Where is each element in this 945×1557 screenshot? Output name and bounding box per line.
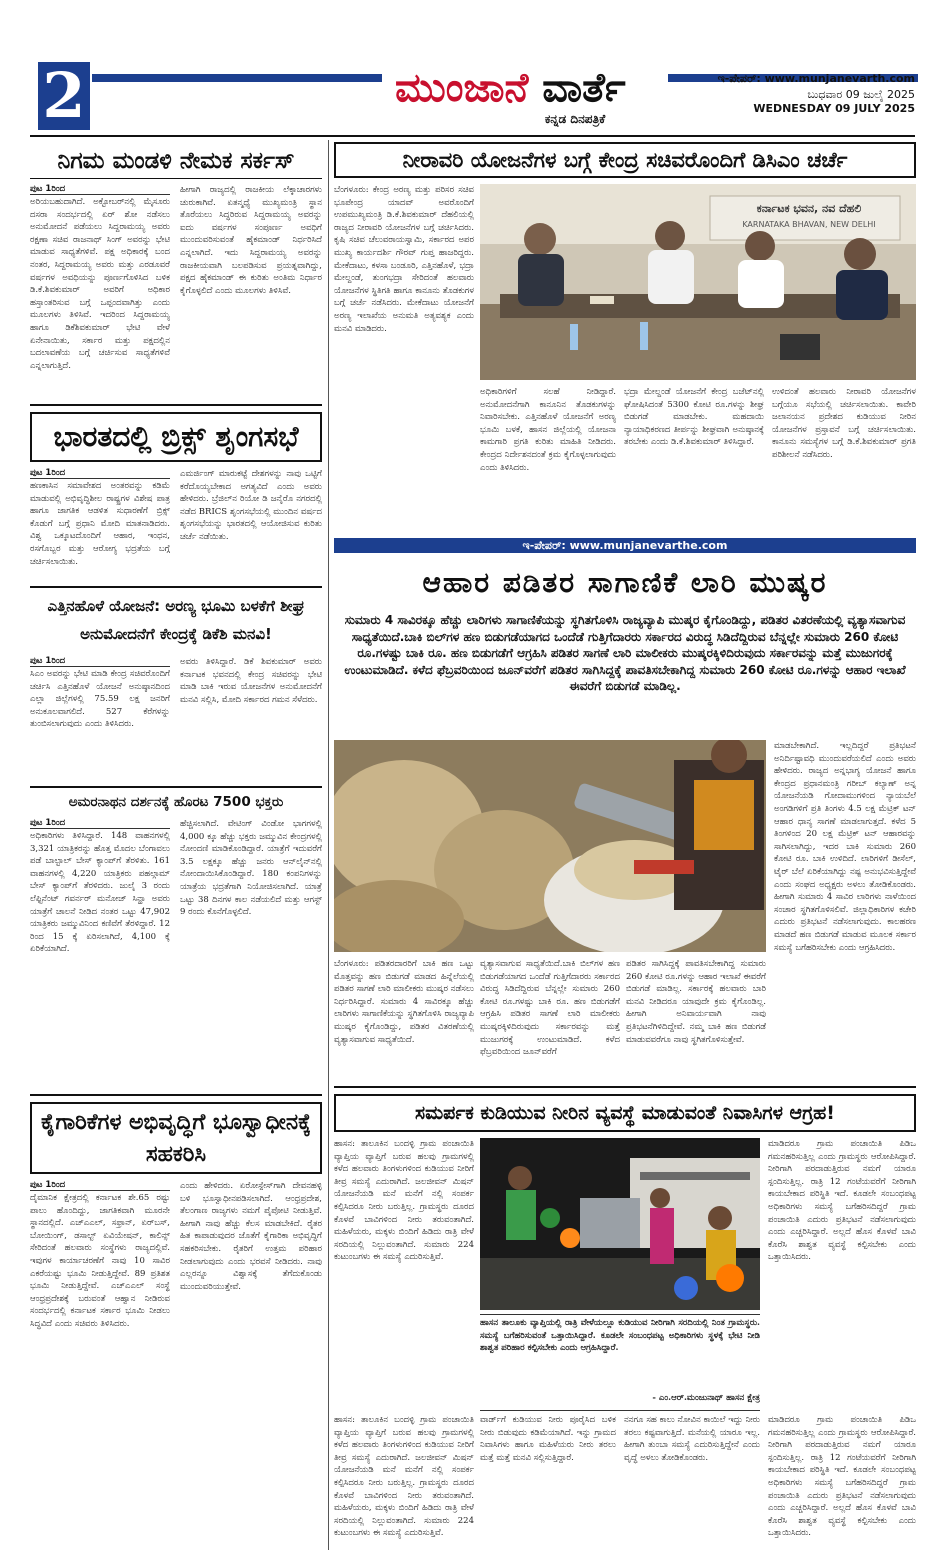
article2-headline[interactable]: ಭಾರತದಲ್ಲಿ ಬ್ರಿಕ್ಸ್ ಶೃಂಗಸಭೆ: [30, 412, 322, 462]
masthead-date-kannada: ಬುಧವಾರ 09 ಜುಲೈ 2025: [807, 88, 915, 101]
article1-body-b: ಹೀಗಾಗಿ ರಾಜ್ಯದಲ್ಲಿ ರಾಜಕೀಯ ಲೆಕ್ಕಾಚಾರಗಳು ಚುರುಕಾಗಿವೆ. ಏತನ್ಮಧ್ಯೆ ಮುಖ್ಯಮಂತ್ರಿ ಸ್ಥಾನ ತೊರೆಯಲು ಸಿದ್ಧರಿರುವ ಸಿದ್ದರಾಮಯ್ಯ ಅವರನ್ನು ಐದು ವರ್ಷಗಳ ಸಂಪೂರ್ಣ ಅವಧಿಗೆ ಮುಂದುವರಿಸುವಂತೆ ಹೈಕಮಾಂಡ್ ನಿರ್ಧರಿಸಿದೆ ಎನ್ನಲಾಗಿದೆ. ಇದು ಸಿದ್ದರಾಮಯ್ಯ ಅವರನ್ನು ರಾಜಕೀಯವಾಗಿ ಬಲಪಡಿಸುವ ಪ್ರಯತ್ನವಾಗಿದ್ದು, ಪಕ್ಷದ ಹೈಕಮಾಂಡ್ ಈ ಕುರಿತು ಅಂತಿಮ ನಿರ್ಧಾರ ಕೈಗೊಳ್ಳಲಿದೆ ಎಂದು ಮೂಲಗಳು ತಿಳಿಸಿವೆ.: [180, 185, 322, 296]
article5-body-b: ಎಂದು ಹೇಳಿದರು. ಏರೋಸ್ಪೇಸ್‌ಗಾಗಿ ದೇವನಹಳ್ಳಿ ಬಳಿ ಭೂಸ್ವಾಧೀನಪಡಿಸಲಾಗಿದೆ. ಆಂಧ್ರಪ್ರದೇಶ, ತೆಲಂಗಾಣ ರಾಜ್ಯಗಳು ನಮಗೆ ಪೈಪೋಟಿ ನೀಡುತ್ತಿವೆ. ಹೀಗಾಗಿ ನಾವು ಹೆಚ್ಚು ಕೆಲಸ ಮಾಡಬೇಕಿದೆ. ರೈತರ ಹಿತ ಕಾಪಾಡುವುದರ ಜೊತೆಗೆ ಕೈಗಾರಿಕಾ ಅಭಿವೃದ್ಧಿಗೆ ಸಹಕರಿಸಬೇಕು. ರೈತರಿಗೆ ಉತ್ತಮ ಪರಿಹಾರ ನೀಡಲಾಗುವುದು ಎಂದು ಭರವಸೆ ನೀಡಿದರು. ನಾವು ಎಲ್ಲರನ್ನೂ ವಿಶ್ವಾಸಕ್ಕೆ ತೆಗೆದುಕೊಂಡು ಮುಂದುವರಿಯುತ್ತೇವೆ.: [180, 1181, 322, 1292]
article1-rule: [30, 404, 322, 406]
top-story-body-left: ಬೆಂಗಳೂರು: ಕೇಂದ್ರ ಅರಣ್ಯ ಮತ್ತು ಪರಿಸರ ಸಚಿವ ಭೂಪೇಂದ್ರ ಯಾದವ್ ಅವರೊಂದಿಗೆ ಉಪಮುಖ್ಯಮಂತ್ರಿ ಡಿ.ಕೆ.ಶಿವಕುಮಾರ್ ದೆಹಲಿಯಲ್ಲಿ ರಾಜ್ಯದ ನೀರಾವರಿ ಯೋಜನೆಗಳ ಬಗ್ಗೆ ಚರ್ಚಿಸಿದರು. ಕೃಷಿ ಸಚಿವ ಚೆಲುವರಾಯಸ್ವಾಮಿ, ಸರ್ಕಾರದ ಅಪರ ಮುಖ್ಯ ಕಾರ್ಯದರ್ಶಿ ಗೌರವ್ ಗುಪ್ತ ಹಾಜರಿದ್ದರು. ಮೇಕೆದಾಟು, ಕಳಸಾ ಬಂಡೂರಿ, ಎತ್ತಿನಹೊಳೆ, ಭದ್ರಾ ಮೇಲ್ದಂಡೆ, ತುಂಗಭದ್ರಾ ಸೇರಿದಂತೆ ಹಲವಾರು ಯೋಜನೆಗಳ ಸ್ಥಿತಿಗತಿ ಹಾಗೂ ಕಾನೂನು ತೊಡಕುಗಳ ಬಗ್ಗೆ ಚರ್ಚೆ ನಡೆಸಿದರು. ಮೇಕೆದಾಟು ಯೋಜನೆಗೆ ಅರಣ್ಯ ಇಲಾಖೆಯ ಅನುಮತಿ ಅತ್ಯವಶ್ಯಕ ಎಂದು ಮನವಿ ಮಾಡಿದರು.: [334, 185, 474, 334]
lorry-story-side-text: ಮಾಡಬೇಕಾಗಿದೆ. ಇಲ್ಲದಿದ್ದರೆ ಪ್ರತಿಭಟನೆ ಅನಿರ್ದಿಷ್ಟಾವಧಿ ಮುಂದುವರೆಯಲಿದೆ ಎಂದು ಅವರು ಹೇಳಿದರು. ರಾಜ್ಯದ ಅನ್ನಭಾಗ್ಯ ಯೋಜನೆ ಹಾಗೂ ಕೇಂದ್ರದ ಪ್ರಧಾನಮಂತ್ರಿ ಗರೀಬ್ ಕಲ್ಯಾಣ್ ಅನ್ನ ಯೋಜನೆಯಡಿ ಗೋದಾಮುಗಳಿಂದ ನ್ಯಾಯಬೆಲೆ ಅಂಗಡಿಗಳಿಗೆ ಪ್ರತಿ ತಿಂಗಳು 4.5 ಲಕ್ಷ ಮೆಟ್ರಿಕ್ ಟನ್ ಆಹಾರ ಧಾನ್ಯ ಸಾಗಣೆ ಮಾಡಲಾಗುತ್ತದೆ. ಕಳೆದ 5 ತಿಂಗಳಿಂದ 20 ಲಕ್ಷ ಮೆಟ್ರಿಕ್ ಟನ್ ಆಹಾರವನ್ನು ಸಾಗಿಸಲಾಗಿದ್ದು, ಇದರ ಬಾಕಿ ಸುಮಾರು 260 ಕೋಟಿ ರೂ. ಬಾಕಿ ಉಳಿದಿದೆ. ಲಾರಿಗಳಿಗೆ ಡೀಸೆಲ್, ಟೈರ್ ಬೆಲೆ ಏರಿಕೆಯಾಗಿದ್ದು ನಷ್ಟ ಅನುಭವಿಸುತ್ತಿದ್ದೇವೆ ಎಂದು ಸಂಘದ ಅಧ್ಯಕ್ಷರು ಅಳಲು ತೋಡಿಕೊಂಡರು. ಹೀಗಾಗಿ ಸುಮಾರು 4 ಸಾವಿರ ಲಾರಿಗಳು ನಾಳೆಯಿಂದ ಸಂಚಾರ ಸ್ಥಗಿತಗೊಳಿಸಲಿವೆ. ಜಿಲ್ಲಾಧಿಕಾರಿಗಳ ಕಚೇರಿ ಎದುರು ಪ್ರತಿಭಟನೆ ನಡೆಸಲಾಗುವುದು. ಕಾಲಹರಣ ಮಾಡದೆ ಹಣ ಬಿಡುಗಡೆ ಮಾಡುವ ಮೂಲಕ ಸರ್ಕಾರ ಸಮಸ್ಯೆ ಬಗೆಹರಿಸಬೇಕು ಎಂದು ಆಗ್ರಹಿಸಿದರು.: [774, 741, 916, 953]
article3-dateline: ಪುಟ 1ರಿಂದ: [30, 656, 170, 667]
water-story-body-right: ಮಾಡಿದರೂ ಗ್ರಾಮ ಪಂಚಾಯಿತಿ ಪಿಡಿಒ ಗಮನಹರಿಸುತ್ತಿಲ್ಲ ಎಂದು ಗ್ರಾಮಸ್ಥರು ಆರೋಪಿಸಿದ್ದಾರೆ. ನೀರಿಗಾಗಿ ಪರದಾಡುತ್ತಿರುವ ನಮಗೆ ಯಾರೂ ಸ್ಪಂದಿಸುತ್ತಿಲ್ಲ. ರಾತ್ರಿ 12 ಗಂಟೆಯವರೆಗೆ ನೀರಿಗಾಗಿ ಕಾಯಬೇಕಾದ ಪರಿಸ್ಥಿತಿ ಇದೆ. ಕೂಡಲೇ ಸಂಬಂಧಪಟ್ಟ ಅಧಿಕಾರಿಗಳು ಸಮಸ್ಯೆ ಬಗೆಹರಿಸದಿದ್ದರೆ ಗ್ರಾಮ ಪಂಚಾಯಿತಿ ಎದುರು ಪ್ರತಿಭಟನೆ ನಡೆಸಲಾಗುವುದು ಎಂದು ಎಚ್ಚರಿಸಿದ್ದಾರೆ. ಅಲ್ಲದೆ ಹೊಸ ಕೊಳವೆ ಬಾವಿ ಕೊರೆಸಿ ಶಾಶ್ವತ ವ್ಯವಸ್ಥೆ ಕಲ್ಪಿಸಬೇಕು ಎಂದು ಒತ್ತಾಯಿಸಿದರು.: [768, 1139, 916, 1263]
article2-body-b: ಎಮರ್ಜಿಂಗ್ ಮಾರುಕಟ್ಟೆ ದೇಶಗಳನ್ನು ನಾವು ಒಟ್ಟಿಗೆ ಕರೆದೊಯ್ಯಬೇಕಾದ ಅಗತ್ಯವಿದೆ ಎಂದು ಅವರು ಹೇಳಿದರು. ಬ್ರೆಜಿಲ್‌ನ ರಿಯೋ ಡಿ ಜನೈರೊ ನಗರದಲ್ಲಿ ನಡೆದ BRICS ಶೃಂಗಸಭೆಯಲ್ಲಿ ಮುಂದಿನ ವರ್ಷದ ಶೃಂಗಸಭೆಯನ್ನು ಭಾರತದಲ್ಲಿ ಆಯೋಜಿಸುವ ಕುರಿತು ಚರ್ಚೆ ನಡೆಯಿತು.: [180, 469, 322, 542]
lorry-story-lead: ಸುಮಾರು 4 ಸಾವಿರಕ್ಕೂ ಹೆಚ್ಚು ಲಾರಿಗಳು ಸಾಗಾಣಿಕೆಯನ್ನು ಸ್ಥಗಿತಗೊಳಿಸಿ ರಾಜ್ಯವ್ಯಾಪಿ ಮುಷ್ಕರ ಕೈಗೊಂಡಿದ್ದು, ಪಡಿತರ ವಿತರಣೆಯಲ್ಲಿ ವ್ಯತ್ಯಾಸವಾಗುವ ಸಾಧ್ಯತೆಯಿದೆ.ಬಾಕಿ ಬಿಲ್‌ಗಳ ಹಣ ಬಿಡುಗಡೆಯಾಗದ ಒಂದೆಡೆ ಗುತ್ತಿಗೆದಾರರು ಸರ್ಕಾರದ ವಿರುದ್ಧ ಸಿಡಿದೆದ್ದಿರುವ ಬೆನ್ನಲ್ಲೇ ಸುಮಾರು 260 ಕೋಟಿ ರೂ.ಗಳಷ್ಟು ಬಾಕಿ ರೂ. ಹಣ ಬಿಡುಗಡೆಗೆ ಆಗ್ರಹಿಸಿ ಪಡಿತರ ಸಾಗಣೆ ಲಾರಿ ಮಾಲೀಕರು ಮುಷ್ಕರಕ್ಕಿಳಿದಿರುವುದು ಸರ್ಕಾರವನ್ನು ಮತ್ತೆ ಮುಜುಗರಕ್ಕೆ ಉಂಟುಮಾಡಿದೆ. ಕಳೆದ ಫೆಬ್ರವರಿಯಿಂದ ಜೂನ್‌ವರೆಗೆ ಪಡಿತರ ಸಾಗಿಸಿದ್ದಕ್ಕೆ ಪಾವತಿಸಬೇಕಾಗಿದ್ದ ಸುಮಾರು 260 ಕೋಟಿ ರೂ.ಗಳನ್ನು ಆಹಾರ ಇಲಾಖೆ ಈವರೆಗೆ ಬಿಡುಗಡೆ ಮಾಡಿಲ್ಲ.: [344, 613, 906, 693]
lorry-story-headline[interactable]: ಆಹಾರ ಪಡಿತರ ಸಾಗಾಣಿಕೆ ಲಾರಿ ಮುಷ್ಕರ: [422, 566, 828, 599]
article4-dateline: ಪುಟ 1ರಿಂದ: [30, 818, 170, 829]
photo-sign-english: KARNATAKA BHAVAN, NEW DELHI: [742, 220, 876, 229]
water-story-body-bottom-right: ಮಾಡಿದರೂ ಗ್ರಾಮ ಪಂಚಾಯಿತಿ ಪಿಡಿಒ ಗಮನಹರಿಸುತ್ತಿಲ್ಲ ಎಂದು ಗ್ರಾಮಸ್ಥರು ಆರೋಪಿಸಿದ್ದಾರೆ. ನೀರಿಗಾಗಿ ಪರದಾಡುತ್ತಿರುವ ನಮಗೆ ಯಾರೂ ಸ್ಪಂದಿಸುತ್ತಿಲ್ಲ. ರಾತ್ರಿ 12 ಗಂಟೆಯವರೆಗೆ ನೀರಿಗಾಗಿ ಕಾಯಬೇಕಾದ ಪರಿಸ್ಥಿತಿ ಇದೆ. ಕೂಡಲೇ ಸಂಬಂಧಪಟ್ಟ ಅಧಿಕಾರಿಗಳು ಸಮಸ್ಯೆ ಬಗೆಹರಿಸದಿದ್ದರೆ ಗ್ರಾಮ ಪಂಚಾಯಿತಿ ಎದುರು ಪ್ರತಿಭಟನೆ ನಡೆಸಲಾಗುವುದು ಎಂದು ಎಚ್ಚರಿಸಿದ್ದಾರೆ. ಅಲ್ಲದೆ ಹೊಸ ಕೊಳವೆ ಬಾವಿ ಕೊರೆಸಿ ಶಾಶ್ವತ ವ್ಯವಸ್ಥೆ ಕಲ್ಪಿಸಬೇಕು ಎಂದು ಒತ್ತಾಯಿಸಿದರು.: [768, 1415, 916, 1539]
water-story-headline[interactable]: ಸಮರ್ಪಕ ಕುಡಿಯುವ ನೀರಿನ ವ್ಯವಸ್ಥೆ ಮಾಡುವಂತೆ ನಿವಾಸಿಗಳ ಆಗ್ರಹ!: [334, 1094, 916, 1132]
water-photo-caption: ಹಾಸನ ತಾಲೂಕು ವ್ಯಾಪ್ತಿಯಲ್ಲಿ ರಾತ್ರಿ ವೇಳೆಯಲ್ಲೂ ಕುಡಿಯುವ ನೀರಿಗಾಗಿ ಸರದಿಯಲ್ಲಿ ನಿಂತ ಗ್ರಾಮಸ್ಥರು. ಸಮಸ್ಯೆ ಬಗೆಹರಿಸುವಂತೆ ಒತ್ತಾಯಿಸಿದ್ದಾರೆ. ಕೂಡಲೇ ಸಂಬಂಧಪಟ್ಟ ಅಧಿಕಾರಿಗಳು ಸ್ಥಳಕ್ಕೆ ಭೇಟಿ ನೀಡಿ ಶಾಶ್ವತ ಪರಿಹಾರ ಕಲ್ಪಿಸಬೇಕು ಎಂದು ಆಗ್ರಹಿಸಿದ್ದಾರೆ.: [480, 1314, 760, 1390]
article3-body-b: ಅವರು ತಿಳಿಸಿದ್ದಾರೆ. ಡಿಕೆ ಶಿವಕುಮಾರ್ ಅವರು ಕರ್ನಾಟಕ ಭವನದಲ್ಲಿ ಕೇಂದ್ರ ಸಚಿವರನ್ನು ಭೇಟಿ ಮಾಡಿ ಬಾಕಿ ಇರುವ ಯೋಜನೆಗಳ ಅನುಮೋದನೆಗೆ ಮನವಿ ಸಲ್ಲಿಸಿ, ಮೋದಿ ಸರ್ಕಾರದ ಗಮನ ಸೆಳೆದರು.: [180, 657, 322, 705]
water-queue-photo: [480, 1138, 760, 1310]
article3-rule: [30, 786, 322, 788]
top-story-body-mid: ಅಧಿಕಾರಿಗಳಿಗೆ ಸಲಹೆ ನೀಡಿದ್ದಾರೆ. ಅನುಮೋದನೆಗಾಗಿ ಕಾನೂನಿನ ತೊಡಕುಗಳನ್ನು ನಿವಾರಿಸಬೇಕು. ಎತ್ತಿನಹೊಳೆ ಯೋಜನೆಗೆ ಅರಣ್ಯ ಭೂಮಿ ಬಳಕೆ, ಹಾಸನ ಜಿಲ್ಲೆಯಲ್ಲಿ ಯೋಜನಾ ಕಾಮಗಾರಿ ಪ್ರಗತಿ ಕುರಿತು ಮಾಹಿತಿ ನೀಡಿದರು. ಕೇಂದ್ರದ ನಿರ್ದೇಶನದಂತೆ ಕ್ರಮ ಕೈಗೊಳ್ಳಲಾಗುವುದು ಎಂದು ತಿಳಿಸಿದರು.: [480, 387, 616, 473]
epaper-band[interactable]: ಇ-ಪೇಪರ್: www.munjanevarthe.com: [334, 538, 916, 553]
masthead-bottom-rule: [30, 135, 915, 137]
article5-dateline: ಪುಟ 1ರಿಂದ: [30, 1180, 170, 1191]
article2-dateline: ಪುಟ 1ರಿಂದ: [30, 468, 170, 479]
water-story-body-bottom2: ನನಗೂ ಸಹ ಕಾಲು ನೋವಿನ ಕಾಯಿಲೆ ಇದ್ದು ನೀರು ತರಲು ಕಷ್ಟವಾಗುತ್ತಿದೆ. ಮನೆಯಲ್ಲಿ ಯಾರೂ ಇಲ್ಲ. ಹೀಗಾಗಿ ತುಂಬಾ ಸಮಸ್ಯೆ ಎದುರಿಸುತ್ತಿದ್ದೇನೆ ಎಂದು ವೃದ್ಧೆ ಅಳಲು ತೋಡಿಕೊಂಡರು.: [624, 1415, 760, 1463]
article1-dateline: ಪುಟ 1ರಿಂದ: [30, 184, 170, 195]
water-story-body-left: ಹಾಸನ: ತಾಲೂಕಿನ ಬಂದಳ್ಳಿ ಗ್ರಾಮ ಪಂಚಾಯಿತಿ ವ್ಯಾಪ್ತಿಯ ವ್ಯಾಪ್ತಿಗೆ ಬರುವ ಹಲವು ಗ್ರಾಮಗಳಲ್ಲಿ ಕಳೆದ ಹಲವಾರು ತಿಂಗಳುಗಳಿಂದ ಕುಡಿಯುವ ನೀರಿಗೆ ತೀವ್ರ ಸಮಸ್ಯೆ ಎದುರಾಗಿದೆ. ಜಲಜೀವನ್ ಮಿಷನ್ ಯೋಜನೆಯಡಿ ಮನೆ ಮನೆಗೆ ನಲ್ಲಿ ಸಂಪರ್ಕ ಕಲ್ಪಿಸಿದರೂ ನೀರು ಬರುತ್ತಿಲ್ಲ. ಗ್ರಾಮಸ್ಥರು ದೂರದ ಕೊಳವೆ ಬಾವಿಗಳಿಂದ ನೀರು ತರುವಂತಾಗಿದೆ. ಮಹಿಳೆಯರು, ಮಕ್ಕಳು ಬಿಂದಿಗೆ ಹಿಡಿದು ರಾತ್ರಿ ವೇಳೆ ಸರದಿಯಲ್ಲಿ ನಿಲ್ಲುವಂತಾಗಿದೆ. ಸುಮಾರು 224 ಕುಟುಂಬಗಳು ಈ ಸಮಸ್ಯೆ ಎದುರಿಸುತ್ತಿವೆ.: [334, 1139, 474, 1263]
lorry-story-bottom-left: ಬೆಂಗಳೂರು: ಪಡಿತರದಾರರಿಗೆ ಬಾಕಿ ಹಣ ಒಟ್ಟು ಮೊತ್ತವನ್ನು ಹಣ ಬಿಡುಗಡೆ ಮಾಡದ ಹಿನ್ನೆಲೆಯಲ್ಲಿ ಪಡಿತರ ಸಾಗಣೆ ಲಾರಿ ಮಾಲೀಕರು ಮುಷ್ಕರ ನಡೆಸಲು ನಿರ್ಧರಿಸಿದ್ದಾರೆ. ಸುಮಾರು 4 ಸಾವಿರಕ್ಕೂ ಹೆಚ್ಚು ಲಾರಿಗಳು ಸಾಗಾಣಿಕೆಯನ್ನು ಸ್ಥಗಿತಗೊಳಿಸಿ ರಾಜ್ಯವ್ಯಾಪಿ ಮುಷ್ಕರ ಕೈಗೊಂಡಿದ್ದು, ಪಡಿತರ ವಿತರಣೆಯಲ್ಲಿ ವ್ಯತ್ಯಾಸವಾಗುವ ಸಾಧ್ಯತೆಯಿದೆ.: [334, 959, 474, 1045]
meeting-photo: [480, 184, 916, 380]
photo-sign-kannada: ಕರ್ನಾಟಕ ಭವನ, ನವ ದೆಹಲಿ: [756, 202, 862, 215]
article2-body-a: ಹಣಕಾಸಿನ ಸಮಾವೇಶದ ಅಂತರವನ್ನು ಕಡಿಮೆ ಮಾಡುವಲ್ಲಿ ಅಭಿವೃದ್ಧಿಶೀಲ ರಾಷ್ಟ್ರಗಳ ವಿಶೇಷ ಪಾತ್ರ ಹಾಗೂ ಜಾಗತಿಕ ಆಡಳಿತ ಸುಧಾರಣೆಗೆ ಬ್ರಿಕ್ಸ್ ಕೊಡುಗೆ ಬಗ್ಗೆ ಪ್ರಧಾನಿ ಮೋದಿ ಮಾತನಾಡಿದರು. ವಿಶ್ವ ಒಕ್ಕೂಟದೊಂದಿಗೆ ಆಹಾರ, ಇಂಧನ, ರಸಗೊಬ್ಬರ ಮತ್ತು ಆರೋಗ್ಯ ಭದ್ರತೆಯ ಬಗ್ಗೆ ಚರ್ಚಿಸಲಾಯಿತು.: [30, 481, 170, 567]
masthead-title: [395, 62, 665, 114]
lorry-story-bottom-mid: ವ್ಯತ್ಯಾಸವಾಗುವ ಸಾಧ್ಯತೆಯಿದೆ.ಬಾಕಿ ಬಿಲ್‌ಗಳ ಹಣ ಬಿಡುಗಡೆಯಾಗದ ಒಂದೆಡೆ ಗುತ್ತಿಗೆದಾರರು ಸರ್ಕಾರದ ವಿರುದ್ಧ ಸಿಡಿದೆದ್ದಿರುವ ಬೆನ್ನಲ್ಲೇ ಸುಮಾರು 260 ಕೋಟಿ ರೂ.ಗಳಷ್ಟು ಬಾಕಿ ರೂ. ಹಣ ಬಿಡುಗಡೆಗೆ ಆಗ್ರಹಿಸಿ ಪಡಿತರ ಸಾಗಣೆ ಲಾರಿ ಮಾಲೀಕರು ಮುಷ್ಕರಕ್ಕಿಳಿದಿರುವುದು ಸರ್ಕಾರವನ್ನು ಮತ್ತೆ ಮುಜುಗರಕ್ಕೆ ಉಂಟುಮಾಡಿದೆ. ಕಳೆದ ಫೆಬ್ರವರಿಯಿಂದ ಜೂನ್‌ವರೆಗೆ: [480, 959, 620, 1058]
ration-photo-illustration: [334, 740, 766, 952]
article4-headline[interactable]: ಅಮರನಾಥನ ದರ್ಶನಕ್ಕೆ ಹೊರಟ 7500 ಭಕ್ತರು: [68, 794, 284, 810]
masthead-title-black: ವಾರ್ತೆ: [542, 65, 626, 111]
page-number: 2: [38, 62, 90, 130]
left-column-divider: [328, 140, 329, 1550]
water-queue-photo-illustration: [480, 1138, 760, 1310]
water-story-body-bottom-left: ಹಾಸನ: ತಾಲೂಕಿನ ಬಂದಳ್ಳಿ ಗ್ರಾಮ ಪಂಚಾಯಿತಿ ವ್ಯಾಪ್ತಿಯ ವ್ಯಾಪ್ತಿಗೆ ಬರುವ ಹಲವು ಗ್ರಾಮಗಳಲ್ಲಿ ಕಳೆದ ಹಲವಾರು ತಿಂಗಳುಗಳಿಂದ ಕುಡಿಯುವ ನೀರಿಗೆ ತೀವ್ರ ಸಮಸ್ಯೆ ಎದುರಾಗಿದೆ. ಜಲಜೀವನ್ ಮಿಷನ್ ಯೋಜನೆಯಡಿ ಮನೆ ಮನೆಗೆ ನಲ್ಲಿ ಸಂಪರ್ಕ ಕಲ್ಪಿಸಿದರೂ ನೀರು ಬರುತ್ತಿಲ್ಲ. ಗ್ರಾಮಸ್ಥರು ದೂರದ ಕೊಳವೆ ಬಾವಿಗಳಿಂದ ನೀರು ತರುವಂತಾಗಿದೆ. ಮಹಿಳೆಯರು, ಮಕ್ಕಳು ಬಿಂದಿಗೆ ಹಿಡಿದು ರಾತ್ರಿ ವೇಳೆ ಸರದಿಯಲ್ಲಿ ನಿಲ್ಲುವಂತಾಗಿದೆ. ಸುಮಾರು 224 ಕುಟುಂಬಗಳು ಈ ಸಮಸ್ಯೆ ಎದುರಿಸುತ್ತಿವೆ.: [334, 1415, 474, 1539]
lorry-story-bottom-right: ಪಡಿತರ ಸಾಗಿಸಿದ್ದಕ್ಕೆ ಪಾವತಿಸಬೇಕಾಗಿದ್ದ ಸುಮಾರು 260 ಕೋಟಿ ರೂ.ಗಳನ್ನು ಆಹಾರ ಇಲಾಖೆ ಈವರೆಗೆ ಬಿಡುಗಡೆ ಮಾಡಿಲ್ಲ. ಸರ್ಕಾರಕ್ಕೆ ಹಲವಾರು ಬಾರಿ ಮನವಿ ನೀಡಿದರೂ ಯಾವುದೇ ಕ್ರಮ ಕೈಗೊಂಡಿಲ್ಲ. ಹೀಗಾಗಿ ಅನಿವಾರ್ಯವಾಗಿ ನಾವು ಪ್ರತಿಭಟನೆಗಿಳಿದಿದ್ದೇವೆ. ನಮ್ಮ ಬಾಕಿ ಹಣ ಬಿಡುಗಡೆ ಮಾಡುವವರೆಗೂ ನಾವು ಸ್ಥಗಿತಗೊಳಿಸುತ್ತೇವೆ.: [626, 959, 766, 1045]
article4-body-b: ಹೆಚ್ಚಿಸಲಾಗಿದೆ. ವೇಟಿಂಗ್ ವಿಂಡೋ ಭಾಗಗಳಲ್ಲಿ 4,000 ಕ್ಕೂ ಹೆಚ್ಚು ಭಕ್ತರು ಜಮ್ಮುವಿನ ಕೇಂದ್ರಗಳಲ್ಲಿ ನೋಂದಣಿ ಮಾಡಿಕೊಂಡಿದ್ದಾರೆ. ಯಾತ್ರೆಗೆ ಇದುವರೆಗೆ 3.5 ಲಕ್ಷಕ್ಕೂ ಹೆಚ್ಚು ಜನರು ಆನ್‌ಲೈನ್‌ನಲ್ಲಿ ನೋಂದಾಯಿಸಿಕೊಂಡಿದ್ದಾರೆ. 180 ಕಂಪನಿಗಳನ್ನು ಯಾತ್ರೆಯ ಭದ್ರತೆಗಾಗಿ ನಿಯೋಜಿಸಲಾಗಿದೆ. ಯಾತ್ರೆ ಒಟ್ಟು 38 ದಿನಗಳ ಕಾಲ ನಡೆಯಲಿದೆ ಮತ್ತು ಆಗಸ್ಟ್ 9 ರಂದು ಕೊನೆಗೊಳ್ಳಲಿದೆ.: [180, 819, 322, 918]
article1-body-a: ಅರಿಯಬಹುದಾಗಿದೆ. ಅಕ್ಟೋಬರ್‌ನಲ್ಲಿ ಮೈಸೂರು ದಸರಾ ಸಂದರ್ಭದಲ್ಲಿ ಏರ್ ಶೋ ನಡೆಸಲು ಅನುಮೋದನೆ ಪಡೆಯಲು ಸಿದ್ದರಾಮಯ್ಯ ಅವರು ರಕ್ಷಣಾ ಸಚಿವ ರಾಜನಾಥ್ ಸಿಂಗ್ ಅವರನ್ನು ಭೇಟಿ ಮಾಡುವ ಸಾಧ್ಯತೆಗಳಿವೆ. ಪಕ್ಷ ಅಧಿಕಾರಕ್ಕೆ ಬಂದ ನಂತರ, ಸಿದ್ದರಾಮಯ್ಯ ಅವರು ಮತ್ತು ಎರಡೂವರೆ ವರ್ಷಗಳ ಅವಧಿಯನ್ನು ಪೂರ್ಣಗೊಳಿಸಿದ ಬಳಿಕ ಡಿ.ಕೆ.ಶಿವಕುಮಾರ್ ಅವರಿಗೆ ಅಧಿಕಾರ ಹಸ್ತಾಂತರಿಸುವ ಬಗ್ಗೆ ಒಪ್ಪಂದವಾಗಿತ್ತು ಎಂದು ಮೂಲಗಳು ತಿಳಿಸಿವೆ. ಇದರಿಂದ ಸಿದ್ದರಾಮಯ್ಯ ಹಾಗೂ ಡಿಕೆಶಿವಕುಮಾರ್ ಭೇಟಿ ವೇಳೆ ಏನೇನಾಯಿತು, ಸರ್ಕಾರ ಮತ್ತು ಪಕ್ಷದಲ್ಲಿನ ಬದಲಾವಣೆಯ ಬಗ್ಗೆ ಚರ್ಚಿಸುವ ಸಾಧ್ಯತೆಗಳಿವೆ ಎನ್ನಲಾಗುತ್ತಿದೆ.: [30, 197, 170, 371]
article4-rule: [30, 1094, 322, 1096]
ration-photo: [334, 740, 766, 952]
masthead-date-english: WEDNESDAY 09 JULY 2025: [753, 102, 915, 115]
article2-rule: [30, 586, 322, 588]
lorry-story-rule: [334, 1086, 916, 1088]
article1-headline[interactable]: ನಿಗಮ ಮಂಡಳಿ ನೇಮಕ ಸರ್ಕಸ್: [30, 143, 322, 179]
article5-body-a: ದೈಮಾನಿಕ ಕ್ಷೇತ್ರದಲ್ಲಿ ಕರ್ನಾಟಕ ಶೇ.65 ರಷ್ಟು ಪಾಲು ಹೊಂದಿದ್ದು, ಜಾಗತಿಕವಾಗಿ ಮೂರನೇ ಸ್ಥಾನದಲ್ಲಿದೆ. ಎಚ್‌ಎಎಲ್, ಸಫ್ರಾನ್, ಏರ್‌ಬಸ್, ಬೋಯಿಂಗ್, ಡಸಾಲ್ಟ್ ಏವಿಯೇಷನ್, ಕಾಲಿನ್ಸ್ ಸೇರಿದಂತೆ ಹಲವಾರು ಸಂಸ್ಥೆಗಳು ರಾಜ್ಯದಲ್ಲಿವೆ. ಇವುಗಳ ಕಾರ್ಯಾಚರಣೆಗೆ ನಾವು 10 ಸಾವಿರ ಎಕರೆಯಷ್ಟು ಭೂಮಿ ನೀಡುತ್ತಿದ್ದೇವೆ. 89 ಪ್ರತಿಶತ ಭೂಮಿ ನೀಡುತ್ತಿದ್ದೇವೆ. ಎಚ್‌ಎಎಲ್ ಸಂಸ್ಥೆ ಆಂಧ್ರಪ್ರದೇಶಕ್ಕೆ ಬರುವಂತೆ ಆಹ್ವಾನ ನೀಡಿರುವ ಸಂದರ್ಭದಲ್ಲಿ ಕರ್ನಾಟಕ ಸರ್ಕಾರ ಭೂಮಿ ನೀಡಲು ಸಿದ್ಧವಿದೆ ಎಂದು ಸಚಿವರು ತಿಳಿಸಿದರು.: [30, 1193, 170, 1329]
masthead-title-red: ಮುಂಜಾನೆ: [395, 65, 529, 111]
article5-headline[interactable]: ಕೈಗಾರಿಕೆಗಳ ಅಭಿವೃದ್ಧಿಗೆ ಭೂಸ್ವಾಧೀನಕ್ಕೆ ಸಹಕರಿಸಿ: [30, 1102, 322, 1174]
top-story-body-right: ಉಳಿದಂತೆ ಹಲವಾರು ನೀರಾವರಿ ಯೋಜನೆಗಳ ಬಗ್ಗೆಯೂ ಸಭೆಯಲ್ಲಿ ಚರ್ಚಿಸಲಾಯಿತು. ಕಾವೇರಿ ಜಲಾನಯನ ಪ್ರದೇಶದ ಕುಡಿಯುವ ನೀರಿನ ಯೋಜನೆಗಳ ಪ್ರಸ್ತಾವನೆ ಬಗ್ಗೆ ಚರ್ಚಿಸಲಾಯಿತು. ಕಾನೂನು ಸಮಸ್ಯೆಗಳ ಬಗ್ಗೆ ಡಿ.ಕೆ.ಶಿವಕುಮಾರ್ ಪ್ರಗತಿ ಪರಿಶೀಲನೆ ನಡೆಸಿದರು.: [772, 387, 916, 460]
water-photo-credit: - ಎಂ.ಆರ್.ಮಂಜುನಾಥ್ ಹಾಸನ ಕ್ಷೇತ್ರ: [652, 1393, 760, 1403]
masthead-rule-left: [92, 74, 382, 82]
masthead-subtitle: ಕನ್ನಡ ದಿನಪತ್ರಿಕೆ: [544, 112, 606, 126]
article3-headline[interactable]: ಎತ್ತಿನಹೊಳೆ ಯೋಜನೆ: ಅರಣ್ಯ ಭೂಮಿ ಬಳಕೆಗೆ ಶೀಘ್ರ ಅನುಮೋದನೆಗೆ ಕೇಂದ್ರಕ್ಕೆ ಡಿಕೆಶಿ ಮನವಿ!: [47, 597, 305, 643]
article3-body-a: ಸಿಎಂ ಅವರನ್ನು ಭೇಟಿ ಮಾಡಿ ಕೇಂದ್ರ ಸಚಿವರೊಂದಿಗೆ ಚರ್ಚಿಸಿ ಎತ್ತಿನಹೊಳೆ ಯೋಜನೆ ಅನುಷ್ಠಾನದಿಂದ ಎಲ್ಲಾ ಜಿಲ್ಲೆಗಳಲ್ಲಿ 75.59 ಲಕ್ಷ ಜನರಿಗೆ ಅನುಕೂಲವಾಗಲಿದೆ. 527 ಕೆರೆಗಳನ್ನು ತುಂಬಿಸಲಾಗುವುದು ಎಂದು ತಿಳಿಸಿದರು.: [30, 669, 170, 730]
top-story-body-mid2: ಭದ್ರಾ ಮೇಲ್ದಂಡೆ ಯೋಜನೆಗೆ ಕೇಂದ್ರ ಬಜೆಟ್‌ನಲ್ಲಿ ಘೋಷಿಸಿದಂತೆ 5300 ಕೋಟಿ ರೂ.ಗಳನ್ನು ಶೀಘ್ರ ಬಿಡುಗಡೆ ಮಾಡಬೇಕು. ಮಹದಾಯಿ ನ್ಯಾಯಾಧಿಕರಣದ ತೀರ್ಪನ್ನು ಶೀಘ್ರವಾಗಿ ಅನುಷ್ಠಾನಕ್ಕೆ ತರಬೇಕು ಎಂದು ಡಿ.ಕೆ.ಶಿವಕುಮಾರ್ ತಿಳಿಸಿದ್ದಾರೆ.: [624, 387, 764, 448]
water-caption-rule: [480, 1410, 760, 1411]
masthead-website[interactable]: ಇ-ಪೇಪರ್: www.munjanevarth.com: [717, 72, 915, 85]
article4-body-a: ಅಧಿಕಾರಿಗಳು ತಿಳಿಸಿದ್ದಾರೆ. 148 ವಾಹನಗಳಲ್ಲಿ 3,321 ಯಾತ್ರಿಕರನ್ನು ಹೊತ್ತ ಮೊದಲ ಬೆಂಗಾವಲು ಪಡೆ ಬಾಲ್ಟಾಲ್ ಬೇಸ್ ಕ್ಯಾಂಪ್‌ಗೆ ತೆರಳಿತು. 161 ವಾಹನಗಳಲ್ಲಿ 4,220 ಯಾತ್ರಿಕರು ಪಹಲ್ಗಾಮ್ ಬೇಸ್ ಕ್ಯಾಂಪ್‌ಗೆ ತೆರಳಿದರು. ಜುಲೈ 3 ರಂದು ಲೆಫ್ಟಿನೆಂಟ್ ಗವರ್ನರ್ ಮನೋಜ್ ಸಿನ್ಹಾ ಅವರು ಯಾತ್ರೆಗೆ ಚಾಲನೆ ನೀಡಿದ ನಂತರ ಒಟ್ಟು 47,902 ಯಾತ್ರಿಕರು ಜಮ್ಮುವಿನಿಂದ ಕಣಿವೆಗೆ ತೆರಳಿದ್ದಾರೆ. 12 ರಿಂದ 15 ಕ್ಕೆ ಏರಿಸಲಾಗಿದೆ, 4,100 ಕ್ಕೆ ಏರಿಕೆಯಾಗಿದೆ.: [30, 831, 170, 955]
water-story-body-bottom: ವಾರ್ಡ್‌ಗೆ ಕುಡಿಯುವ ನೀರು ಪೂರೈಸಿದ ಬಳಿಕ ನೀರು ಬಿಡುವುದು ಕಡಿಮೆಯಾಗಿದೆ. ಇನ್ನು ಗ್ರಾಮದ ನಿವಾಸಿಗಳು ಹಾಗೂ ಮಹಿಳೆಯರು ನೀರು ತರಲು ಮತ್ತೆ ಮತ್ತೆ ಮನವಿ ಸಲ್ಲಿಸುತ್ತಿದ್ದಾರೆ.: [480, 1415, 616, 1463]
top-story-headline[interactable]: ನೀರಾವರಿ ಯೋಜನೆಗಳ ಬಗ್ಗೆ ಕೇಂದ್ರ ಸಚಿವರೊಂದಿಗೆ ಡಿಸಿಎಂ ಚರ್ಚೆ: [334, 142, 916, 178]
